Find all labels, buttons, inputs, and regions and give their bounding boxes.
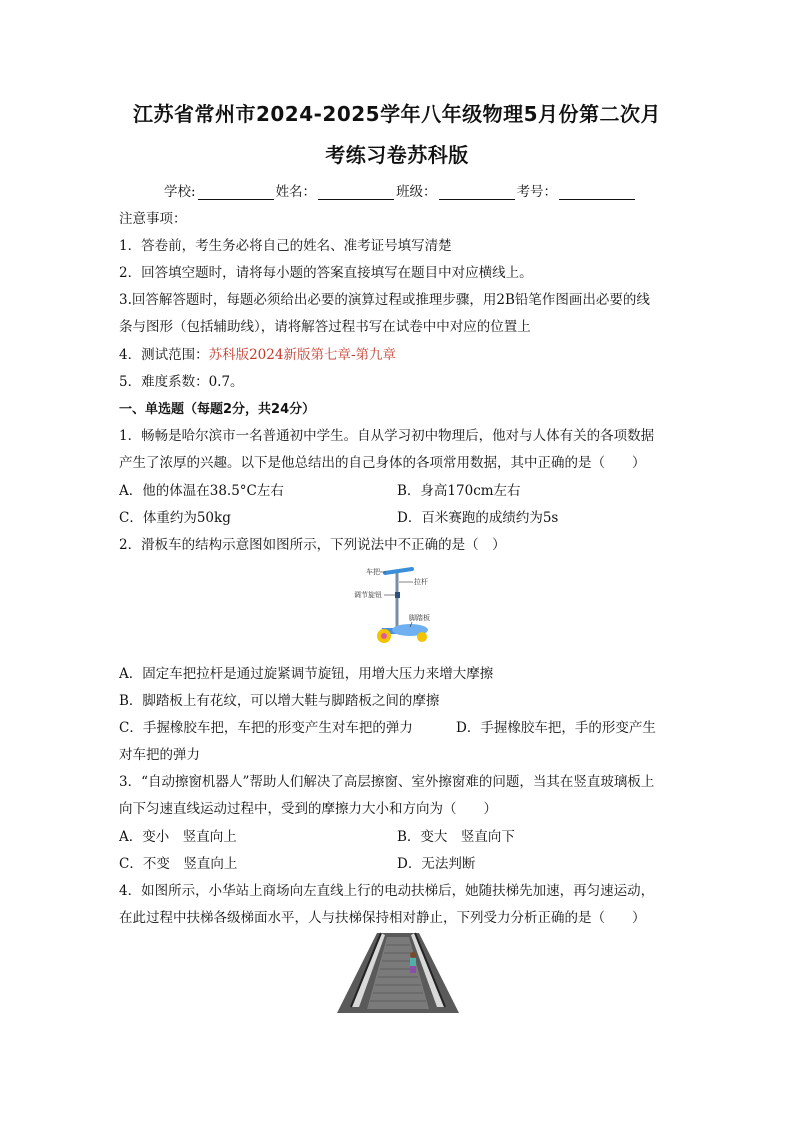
class-label: 班级：	[396, 184, 437, 200]
scooter-figure	[352, 562, 442, 650]
q2-option-a[interactable]: A．固定车把拉杆是通过旋紧调节旋钮，用增大压力来增大摩擦	[119, 666, 494, 682]
fig-label-knob: 调节旋钮	[354, 591, 382, 599]
name-label: 姓名：	[275, 184, 317, 200]
notice-item-3-cont: 条与图形（包括辅助线），请将解答过程书写在试卷中中对应的位置上	[119, 319, 531, 335]
q2-option-b[interactable]: B．脚踏板上有花纹，可以增大鞋与脚踏板之间的摩擦	[119, 693, 440, 709]
q1-stem-line2: 产生了浓厚的兴趣。以下是他总结出的自己身体的各项常用数据，其中正确的是（ ）	[119, 455, 646, 471]
school-field[interactable]	[198, 185, 274, 200]
section-heading: 一、单选题（每题2分，共24分）	[119, 402, 316, 417]
q3-option-c[interactable]: C．不变 竖直向上	[119, 856, 238, 872]
q3-stem-line2: 向下匀速直线运动过程中，受到的摩擦力大小和方向为（ ）	[119, 801, 497, 817]
notice-item-5: 5．难度系数：0.7。	[119, 374, 244, 390]
school-label: 学校:	[164, 184, 196, 200]
q2-option-c[interactable]: C．手握橡胶车把，车把的形变产生对车把的弹力	[119, 720, 413, 736]
fig-label-deck: 脚踏板	[409, 614, 430, 622]
notice-item-4	[119, 343, 396, 363]
name-field[interactable]	[318, 185, 394, 200]
q4-stem-line2: 在此过程中扶梯各级梯面水平，人与扶梯保持相对静止，下列受力分析正确的是（ ）	[119, 910, 646, 926]
q2-stem: 2．滑板车的结构示意图如图所示，下列说法中不正确的是（ ）	[119, 537, 506, 553]
q3-stem-line1: 3．“自动擦窗机器人”帮助人们解决了高层擦窗、室外擦窗难的问题，当其在竖直玻璃板上	[119, 774, 655, 790]
q2-option-d[interactable]: D．手握橡胶车把，手的形变产生	[456, 720, 656, 736]
q1-option-b[interactable]: B．身高170cm左右	[397, 483, 521, 499]
test-range-text: 苏科版2024新版第七章-第九章	[208, 347, 397, 363]
q1-option-d[interactable]: D．百米赛跑的成绩约为5s	[397, 510, 559, 526]
exam-no-field[interactable]	[559, 185, 635, 200]
exam-title-line1: 江苏省常州市2024-2025学年八年级物理5月份第二次月	[132, 102, 662, 126]
q3-option-d[interactable]: D．无法判断	[397, 856, 476, 872]
q1-option-a[interactable]: A．他的体温在38.5°C左右	[119, 483, 284, 499]
q3-option-a[interactable]: A．变小 竖直向上	[119, 829, 237, 845]
notice-item-3: 3.回答解答题时，每题必须给出必要的演算过程或推理步骤，用2B铅笔作图画出必要的线	[119, 292, 650, 308]
q1-stem-line1: 1．畅畅是哈尔滨市一名普通初中学生。自从学习初中物理后，他对与人体有关的各项数据	[119, 428, 655, 444]
class-field[interactable]	[439, 185, 515, 200]
q2-option-d-cont: 对车把的弹力	[119, 747, 200, 763]
q4-stem-line1: 4．如图所示，小华站上商场向左直线上行的电动扶梯后，她随扶梯先加速，再匀速运动，	[119, 883, 655, 899]
fig-label-handlebar: 车把	[366, 568, 380, 576]
student-info-row	[164, 180, 637, 200]
escalator-figure	[337, 931, 459, 1013]
q1-option-c[interactable]: C．体重约为50kg	[119, 510, 231, 526]
q3-option-b[interactable]: B．变大 竖直向下	[397, 829, 515, 845]
notice-heading: 注意事项：	[119, 211, 187, 227]
notice-item-2: 2．回答填空题时，请将每小题的答案直接填写在题目中对应横线上。	[119, 265, 533, 281]
exam-no-label: 考号：	[516, 184, 558, 200]
notice-item-1: 1．答卷前，考生务必将自己的姓名、准考证号填写清楚	[119, 238, 452, 254]
exam-title-line2: 考练习卷苏科版	[325, 143, 469, 167]
fig-label-rod: 拉杆	[414, 578, 428, 586]
notice-item-4-prefix: 4．测试范围：	[119, 347, 209, 363]
